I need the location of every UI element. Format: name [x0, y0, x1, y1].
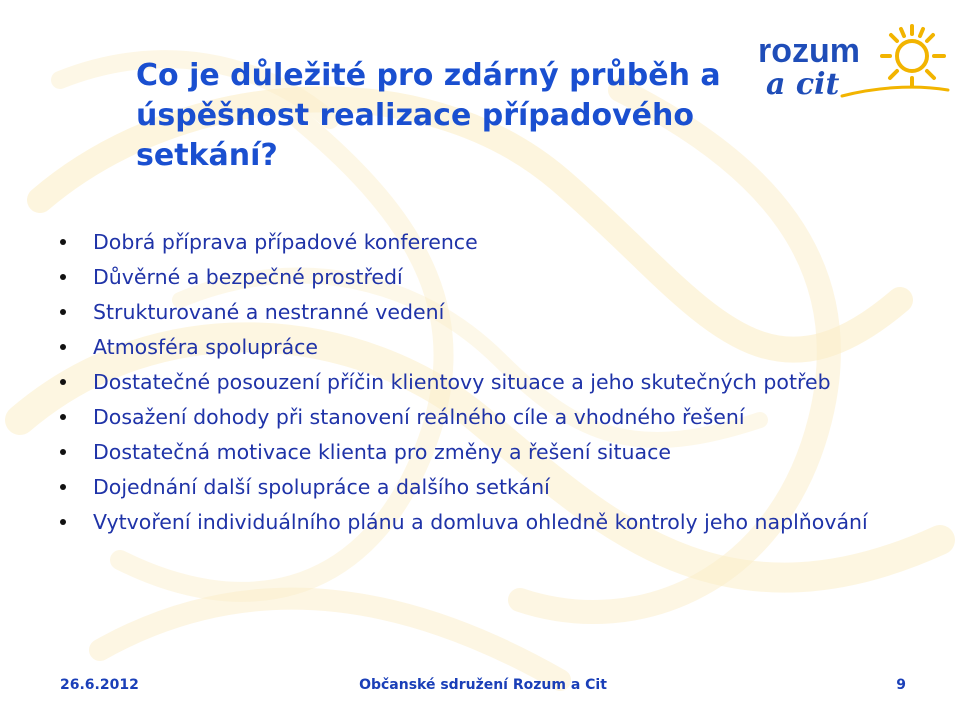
bullet-dot-icon — [60, 414, 66, 420]
bullet-text: Důvěrné a bezpečné prostředí — [93, 265, 403, 289]
logo-underline-swoosh — [842, 87, 948, 96]
bullet-item — [60, 368, 890, 397]
bullet-text: Dobrá příprava případové konference — [93, 230, 478, 254]
sun-icon — [882, 26, 944, 86]
rozum-a-cit-logo — [752, 14, 952, 104]
bullet-dot-icon — [60, 239, 66, 245]
bullet-text: Dojednání další spolupráce a dalšího setkání — [93, 475, 550, 499]
bullet-text: Strukturované a nestranné vedení — [93, 300, 445, 324]
bullet-dot-icon — [60, 449, 66, 455]
bullet-item — [60, 228, 890, 257]
bullet-text: Atmosféra spolupráce — [93, 335, 319, 359]
slide-footer — [60, 677, 906, 699]
logo-word-rozum: rozum — [758, 32, 860, 70]
slide-title: Co je důležité pro zdárný průběh a úspěšnost realizace případového setkání? — [136, 58, 721, 173]
bullet-item — [60, 438, 890, 467]
bullet-dot-icon — [60, 274, 66, 280]
bullet-item — [60, 473, 890, 502]
footer-date: 26.6.2012 — [60, 677, 139, 693]
footer-organization: Občanské sdružení Rozum a Cit — [359, 677, 607, 693]
bullet-text: Dosažení dohody při stanovení reálného cíle a vhodného řešení — [93, 405, 745, 429]
logo-word-a-cit: a cit — [766, 67, 840, 102]
bullet-item — [60, 508, 890, 537]
bullet-text: Dostatečné posouzení příčin klientovy situace a jeho skutečných potřeb — [93, 370, 831, 394]
bullet-dot-icon — [60, 484, 66, 490]
bullet-item — [60, 403, 890, 432]
bullet-item — [60, 333, 890, 362]
bullet-text: Vytvoření individuálního plánu a domluva ohledně kontroly jeho naplňování — [93, 510, 868, 534]
bullet-list — [60, 228, 890, 543]
bullet-dot-icon — [60, 309, 66, 315]
bullet-dot-icon — [60, 519, 66, 525]
page-number: 9 — [896, 677, 906, 693]
bullet-text: Dostatečná motivace klienta pro změny a řešení situace — [93, 440, 671, 464]
bullet-dot-icon — [60, 379, 66, 385]
bullet-dot-icon — [60, 344, 66, 350]
bullet-item — [60, 263, 890, 292]
bullet-item — [60, 298, 890, 327]
